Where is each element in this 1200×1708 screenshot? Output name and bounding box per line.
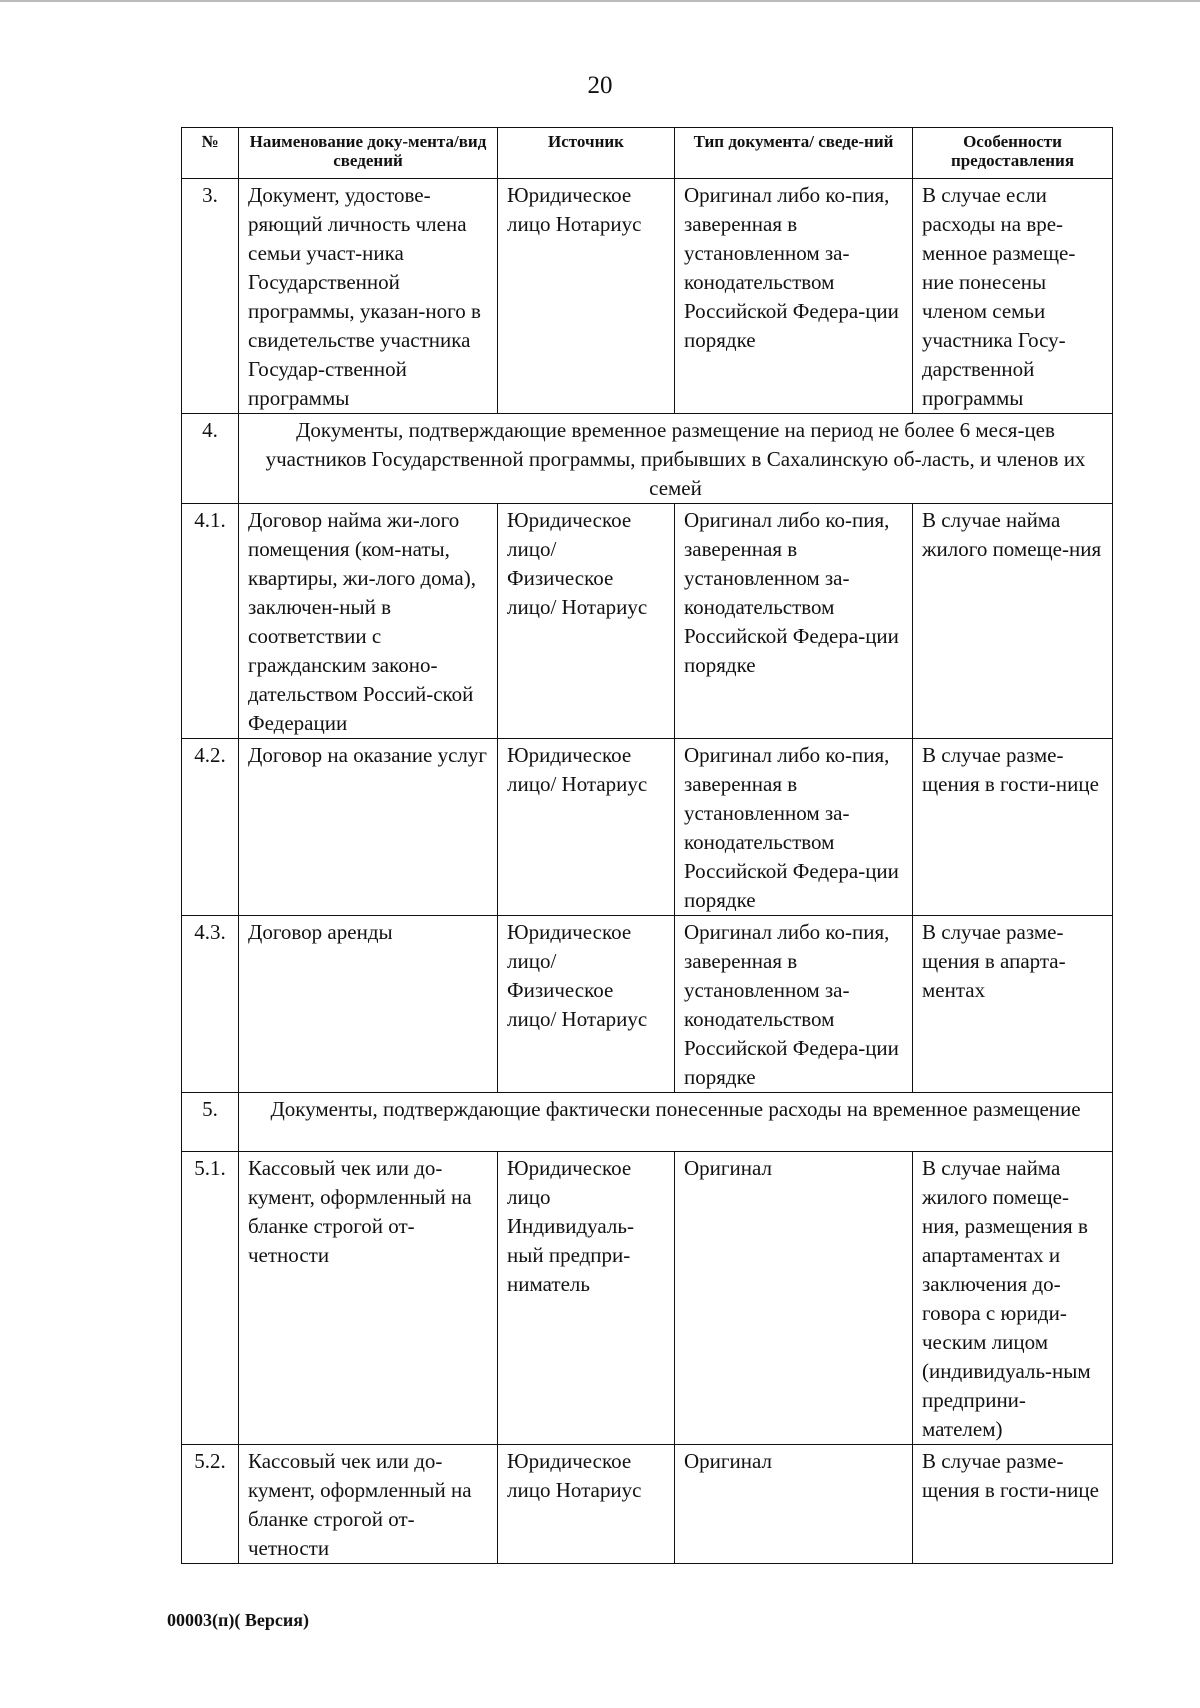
row-num: 4.3. [182,916,239,1093]
header-source: Источник [498,128,675,179]
table-row [182,504,1113,739]
row-source: Юридическое лицо/ Физическое лицо/ Нотариус [498,916,675,1093]
section-row [182,1093,1113,1152]
table-row [182,916,1113,1093]
row-source: Юридическое лицо/ Физическое лицо/ Нотариус [498,504,675,739]
scan-edge-line [0,0,1200,2]
row-features: В случае найма жилого помеще-ния, размещения в апартаментах и заключения до-говора с юриди-ческим лицом (индивидуаль-ным предприни-мателем) [913,1152,1113,1445]
row-type: Оригинал либо ко-пия, заверенная в установленном за-конодательством Российской Федера-ции порядке [675,179,913,414]
row-features: В случае если расходы на вре-менное размеще-ние понесены членом семьи участника Госу-дарственной программы [913,179,1113,414]
row-num: 5. [182,1093,239,1152]
table-header-row [182,128,1113,179]
row-type: Оригинал либо ко-пия, заверенная в установленном за-конодательством Российской Федера-ции порядке [675,504,913,739]
row-name: Договор найма жи-лого помещения (ком-наты, квартиры, жи-лого дома), заключен-ный в соответствии с гражданским законо-дательством Россий-ской Федерации [239,504,498,739]
row-num: 5.2. [182,1445,239,1564]
row-type: Оригинал [675,1152,913,1445]
header-features: Особенности предоставления [913,128,1113,179]
row-features: В случае найма жилого помеще-ния [913,504,1113,739]
table-row [182,1445,1113,1564]
header-type: Тип документа/ сведе-ний [675,128,913,179]
row-type: Оригинал либо ко-пия, заверенная в установленном за-конодательством Российской Федера-ции порядке [675,916,913,1093]
header-num: № [182,128,239,179]
row-source: Юридическое лицо Нотариус [498,1445,675,1564]
row-source: Юридическое лицо/ Нотариус [498,739,675,916]
document-version-code: 00003(п)( Версия) [167,1610,309,1630]
row-features: В случае разме-щения в апарта-ментах [913,916,1113,1093]
table-row [182,179,1113,414]
row-num: 3. [182,179,239,414]
section-row [182,414,1113,504]
row-name: Кассовый чек или до-кумент, оформленный на бланке строгой от-четности [239,1152,498,1445]
section-title: Документы, подтверждающие временное размещение на период не более 6 меся-цев участников Государственной программы, прибывших в Сахалинскую об-ласть, и членов их семей [239,414,1113,504]
row-num: 4.1. [182,504,239,739]
documents-table [181,127,1113,1564]
row-num: 5.1. [182,1152,239,1445]
row-features: В случае разме-щения в гости-нице [913,739,1113,916]
section-title: Документы, подтверждающие фактически понесенные расходы на временное размещение [239,1093,1113,1152]
row-num: 4.2. [182,739,239,916]
row-name: Договор на оказание услуг [239,739,498,916]
row-num: 4. [182,414,239,504]
table-row [182,1152,1113,1445]
row-features: В случае разме-щения в гости-нице [913,1445,1113,1564]
page-number: 20 [587,72,613,99]
row-type: Оригинал либо ко-пия, заверенная в установленном за-конодательством Российской Федера-ции порядке [675,739,913,916]
row-name: Документ, удостове-ряющий личность члена семьи участ-ника Государственной программы, указан-ного в свидетельстве участника Государ-ственной программы [239,179,498,414]
table-row [182,739,1113,916]
row-name: Кассовый чек или до-кумент, оформленный на бланке строгой от-четности [239,1445,498,1564]
row-source: Юридическое лицо Нотариус [498,179,675,414]
row-source: Юридическое лицо Индивидуаль-ный предпри-ниматель [498,1152,675,1445]
row-name: Договор аренды [239,916,498,1093]
row-type: Оригинал [675,1445,913,1564]
header-name: Наименование доку-мента/вид сведений [239,128,498,179]
